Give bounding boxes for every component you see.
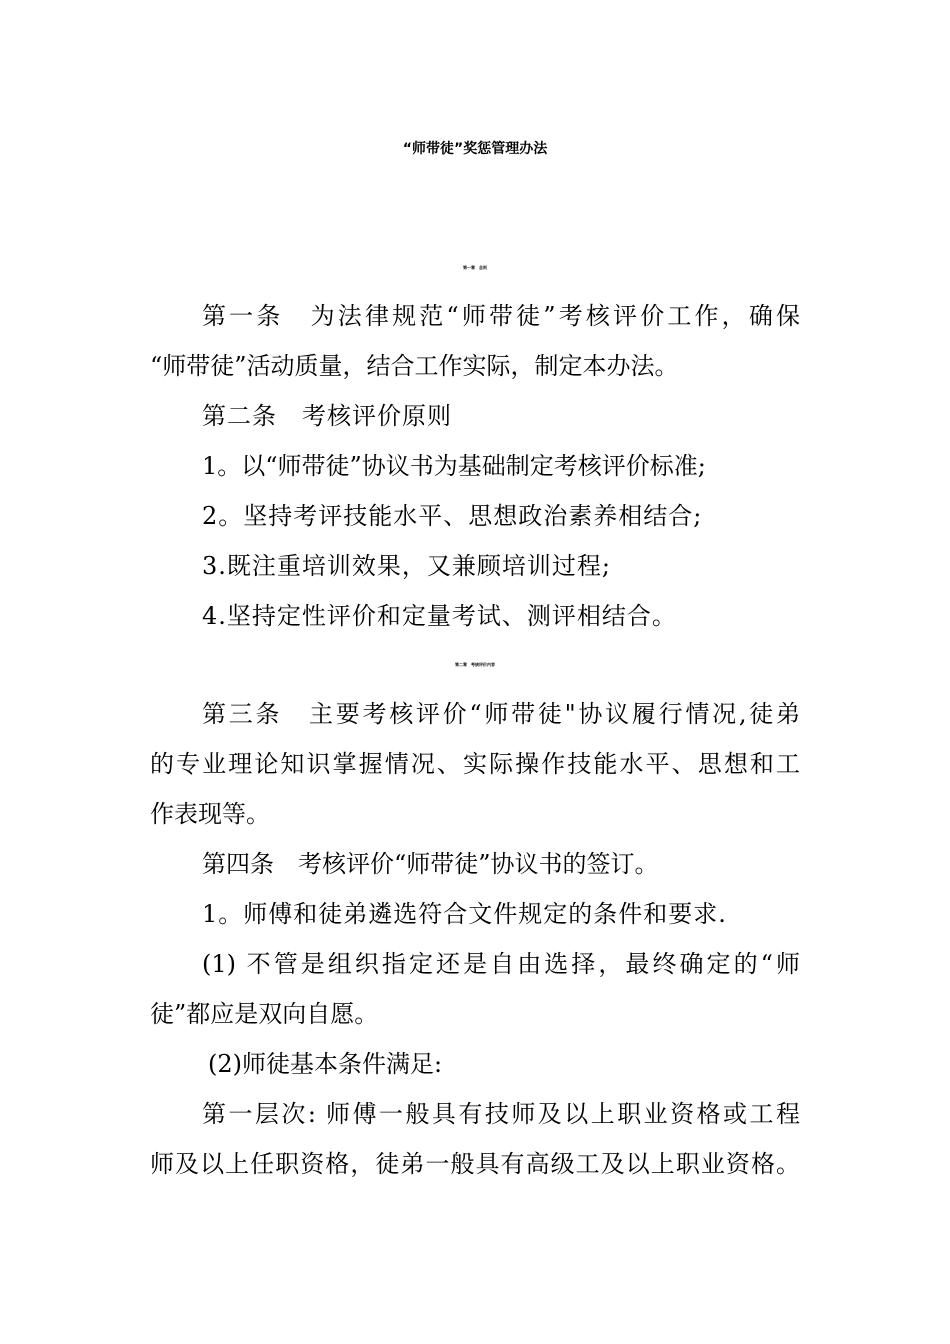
article-1-line-2: “师带徒”活动质量，结合工作实际，制定本办法。 [150,352,679,380]
item-1-2: (2)师徒基本条件满足: [208,1050,443,1078]
item-1: 1。师傅和徒弟遴选符合文件规定的条件和要求. [202,900,727,928]
chapter-2-heading: 第二章 考核评价内容 [455,662,495,667]
chapter-1-heading: 第一章 总则 [463,265,487,270]
level-1-line-1: 第一层次: 师傅一般具有技师及以上职业资格或工程 [202,1100,800,1128]
level-1-line-2: 师及以上任职资格，徒弟一般具有高级工及以上职业资格。 [150,1150,800,1178]
item-1-1-line-2: 徒”都应是双向自愿。 [150,1000,379,1028]
article-3-line-2: 的专业理论知识掌握情况、实际操作技能水平、思想和工 [150,750,800,778]
item-1-1-line-1: (1) 不管是组织指定还是自由选择，最终确定的“师 [202,950,800,978]
principle-4: 4.坚持定性评价和定量考试、测评相结合。 [202,602,677,630]
document-title: “师带徒”奖惩管理办法 [402,141,548,157]
article-4: 第四条 考核评价“师带徒”协议书的签订。 [202,850,659,878]
article-1-line-1: 第一条 为法律规范“师带徒”考核评价工作，确保 [202,302,800,330]
principle-1: 1。以“师带徒”协议书为基础制定考核评价标准; [202,452,706,480]
principle-2: 2。坚持考评技能水平、思想政治素养相结合; [202,502,703,530]
article-2: 第二条 考核评价原则 [202,402,452,430]
principle-3: 3.既注重培训效果，又兼顾培训过程; [202,552,611,580]
article-3-line-3: 作表现等。 [150,800,270,828]
article-3-line-1: 第三条 主要考核评价“师带徒"协议履行情况,徒弟 [202,700,800,728]
